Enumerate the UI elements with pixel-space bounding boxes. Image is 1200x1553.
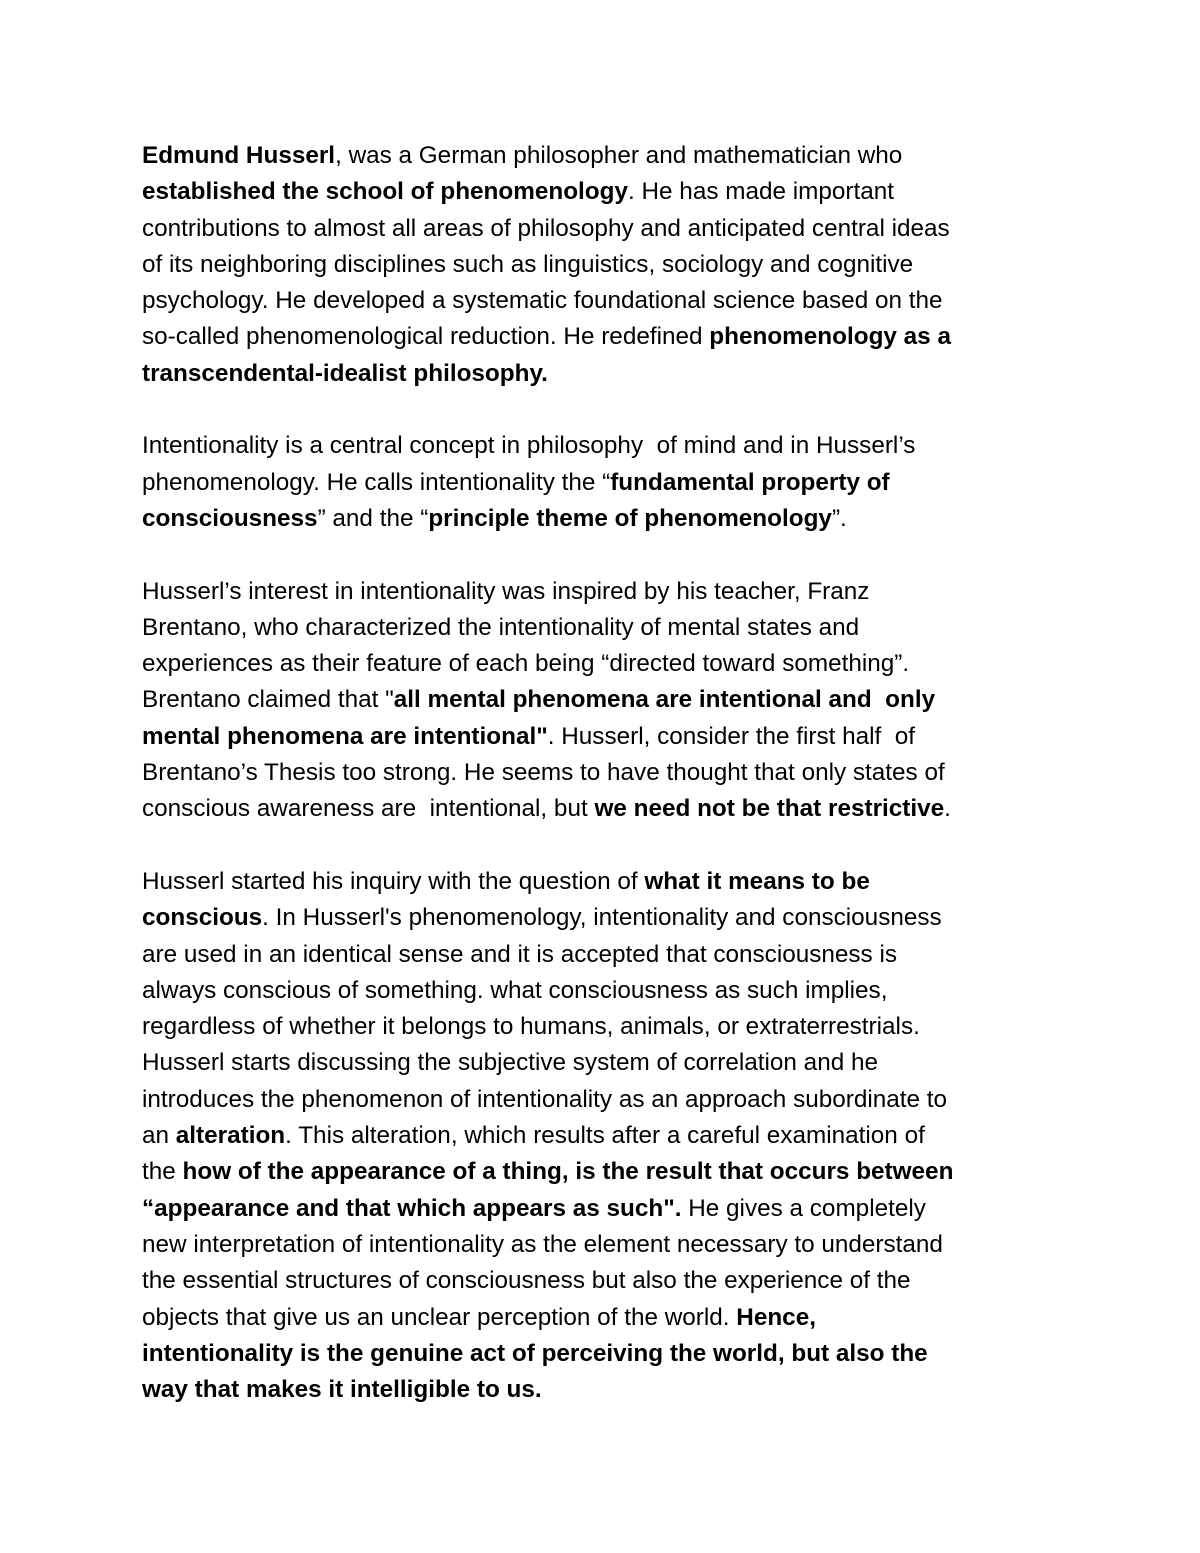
bold-text: fundamental property of bbox=[610, 468, 890, 496]
body-text: Husserl’s interest in intentionality was inspired by his teacher, Franz bbox=[142, 577, 870, 605]
body-text: psychology. He developed a systematic foundational science based on the bbox=[142, 287, 943, 315]
body-text: regardless of whether it belongs to humans, animals, or extraterrestrials. bbox=[142, 1013, 920, 1041]
body-text: the essential structures of consciousness but also the experience of the bbox=[142, 1267, 911, 1295]
bold-text: phenomenology as a bbox=[709, 323, 951, 351]
body-text: so-called phenomenological reduction. He redefined bbox=[142, 323, 710, 351]
body-text: . He has made important bbox=[628, 178, 895, 206]
body-text: . This alteration, which results after a careful examination of bbox=[285, 1122, 925, 1150]
text-line bbox=[142, 791, 1072, 827]
paragraph-3 bbox=[142, 574, 1072, 828]
body-text: conscious awareness are intentional, but bbox=[142, 795, 595, 823]
text-line bbox=[142, 1300, 1072, 1336]
text-line bbox=[142, 1009, 1072, 1045]
body-text: the bbox=[142, 1158, 183, 1186]
body-text: He gives a completely bbox=[681, 1194, 926, 1222]
bold-text: “appearance and that which appears as such". bbox=[142, 1194, 682, 1222]
text-line bbox=[142, 937, 1072, 973]
body-text: experiences as their feature of each being “directed toward something”. bbox=[142, 650, 910, 678]
text-line bbox=[142, 283, 1072, 319]
text-line bbox=[142, 755, 1072, 791]
text-line bbox=[142, 1372, 1072, 1408]
body-text: an bbox=[142, 1122, 176, 1150]
body-text: Brentano’s Thesis too strong. He seems to have thought that only states of bbox=[142, 759, 945, 787]
bold-text: all mental phenomena are intentional and only bbox=[393, 686, 936, 714]
text-line bbox=[142, 501, 1072, 537]
text-line bbox=[142, 1082, 1072, 1118]
paragraph-4 bbox=[142, 864, 1072, 1408]
paragraph-2 bbox=[142, 428, 1072, 537]
text-line bbox=[142, 973, 1072, 1009]
text-line bbox=[142, 1045, 1072, 1081]
bold-text: alteration bbox=[175, 1122, 286, 1150]
bold-text: consciousness bbox=[142, 504, 318, 532]
body-text: Husserl starts discussing the subjective system of correlation and he bbox=[142, 1049, 878, 1077]
body-text: . bbox=[944, 795, 951, 823]
bold-text: transcendental-idealist philosophy. bbox=[142, 359, 548, 387]
text-line bbox=[142, 900, 1072, 936]
text-line bbox=[142, 465, 1072, 501]
text-line bbox=[142, 174, 1072, 210]
body-text: introduces the phenomenon of intentionality as an approach subordinate to bbox=[142, 1085, 948, 1113]
body-text: Intentionality is a central concept in philosophy of mind and in Husserl’s bbox=[142, 432, 916, 460]
text-line bbox=[142, 574, 1072, 610]
text-line bbox=[142, 211, 1072, 247]
body-text: . Husserl, consider the first half of bbox=[547, 722, 916, 750]
bold-text: conscious bbox=[142, 904, 263, 932]
bold-text: established the school of phenomenology bbox=[142, 178, 628, 206]
body-text: objects that give us an unclear perception of the world. bbox=[142, 1303, 737, 1331]
paragraph-1 bbox=[142, 138, 1072, 392]
body-text: always conscious of something. what consciousness as such implies, bbox=[142, 976, 888, 1004]
body-text: are used in an identical sense and it is accepted that consciousness is bbox=[142, 940, 898, 968]
text-line bbox=[142, 610, 1072, 646]
body-text: ” and the “ bbox=[317, 504, 429, 532]
bold-text: we need not be that restrictive bbox=[594, 795, 945, 823]
body-text: . In Husserl's phenomenology, intentionality and consciousness bbox=[262, 904, 942, 932]
text-line bbox=[142, 356, 1072, 392]
text-line bbox=[142, 247, 1072, 283]
text-line bbox=[142, 1191, 1072, 1227]
bold-text: Edmund Husserl bbox=[142, 142, 336, 169]
body-text: Husserl started his inquiry with the question of bbox=[142, 867, 645, 895]
bold-text: what it means to be bbox=[644, 867, 870, 895]
text-line bbox=[142, 428, 1072, 464]
text-line bbox=[142, 1227, 1072, 1263]
body-text: Brentano claimed that " bbox=[142, 686, 394, 714]
body-text: new interpretation of intentionality as the element necessary to understand bbox=[142, 1230, 943, 1258]
text-line bbox=[142, 864, 1072, 900]
bold-text: intentionality is the genuine act of perceiving the world, but also the bbox=[142, 1339, 928, 1367]
text-line bbox=[142, 1336, 1072, 1372]
text-line bbox=[142, 646, 1072, 682]
bold-text: principle theme of phenomenology bbox=[428, 504, 832, 532]
body-text: , was a German philosopher and mathematician who bbox=[335, 142, 903, 169]
body-text: phenomenology. He calls intentionality the “ bbox=[142, 468, 611, 496]
document-page bbox=[142, 138, 1072, 1408]
body-text: contributions to almost all areas of philosophy and anticipated central ideas bbox=[142, 214, 950, 242]
text-line bbox=[142, 319, 1072, 355]
body-text: Brentano, who characterized the intentionality of mental states and bbox=[142, 613, 860, 641]
body-text: ”. bbox=[831, 504, 847, 532]
bold-text: way that makes it intelligible to us. bbox=[142, 1376, 542, 1404]
bold-text: how of the appearance of a thing, is the result that occurs between bbox=[182, 1158, 954, 1186]
text-line bbox=[142, 1118, 1072, 1154]
text-line bbox=[142, 1154, 1072, 1190]
text-line bbox=[142, 1263, 1072, 1299]
body-text: of its neighboring disciplines such as linguistics, sociology and cognitive bbox=[142, 250, 914, 278]
text-line bbox=[142, 719, 1072, 755]
bold-text: Hence, bbox=[736, 1303, 816, 1331]
text-line bbox=[142, 682, 1072, 718]
bold-text: mental phenomena are intentional" bbox=[142, 722, 548, 750]
text-line bbox=[142, 138, 1072, 174]
